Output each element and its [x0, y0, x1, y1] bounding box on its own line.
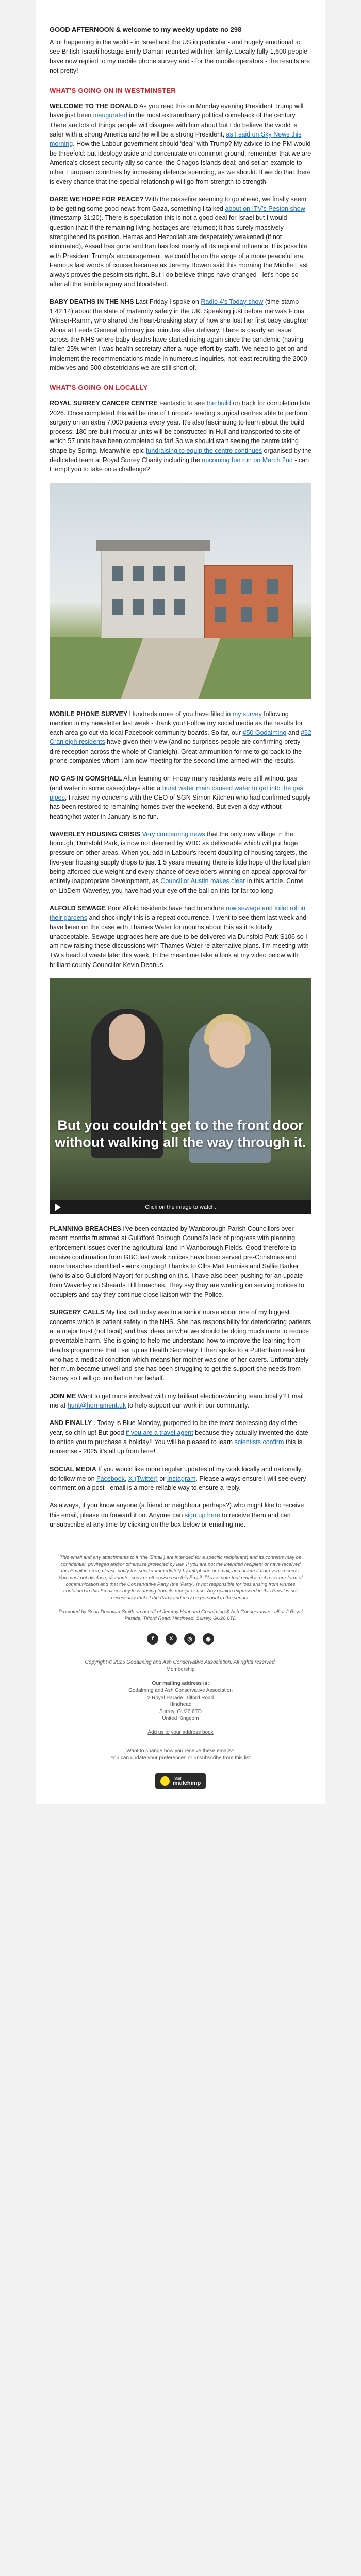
greeting: GOOD AFTERNOON & welcome to my weekly update no 298 [50, 26, 242, 33]
travel-agent-link[interactable]: if you are a travel agent [126, 1429, 193, 1436]
footer [36, 1545, 325, 1804]
waverley-title: WAVERLEY HOUSING CRISIS [50, 830, 140, 838]
mailing-address-title: Our mailing address is: [152, 1681, 209, 1687]
video-play-bar[interactable] [50, 1200, 311, 1214]
surgery-title: SURGERY CALLS [50, 1309, 105, 1316]
instagram-link[interactable]: Instagram [167, 1475, 196, 1482]
inaugurated-link[interactable]: inaugurated [93, 112, 127, 120]
raw-sewage-link[interactable]: raw sewage and toilet roll in their gardens [50, 904, 306, 922]
planning-title: PLANNING BREACHES [50, 1225, 121, 1232]
peace-title: DARE WE HOPE FOR PEACE? [50, 195, 143, 203]
intro-paragraph: A lot happening in the world - in Israel and the US in particular - and hugely emotional to see British-Israeli hostage Emily Damari reunited with her family. Locally fully 1,600 people have now replied to my mobile phone survey and - for the mobile operators - the results are not pretty! [50, 39, 310, 74]
social-icons [57, 1633, 304, 1645]
mobile-survey-title: MOBILE PHONE SURVEY [50, 710, 128, 718]
add-to-address-book-link[interactable]: Add us to your address book [147, 1730, 214, 1736]
forward-paragraph: As always, if you know anyone (a friend or neighbour perhaps?) who might like to receive this email, please do forward it on. Anyone can sign up here to receive them and can unsubscribe at any time by clicking on the box below or emailing me. [50, 1502, 304, 1529]
mailchimp-badge[interactable]: intuit mailchimp [155, 1773, 206, 1789]
play-icon[interactable] [55, 1203, 61, 1211]
promoted-by: Promoted by Sean Donovan-Smith on behalf of Jeremy Hunt and Godalming & Ash Conservatives, all at 2 Royal Parade, Tilford Road, Hindhead, Surrey, GU26 6TD [58, 1609, 303, 1622]
social-media-paragraph: SOCIAL MEDIA If you would like more regular updates of my work locally and nationally, do follow me on Facebook, X (Twitter) or Instagram. Please always ensure I will see every comment on a post - email is a more reliable way to ensure a reply. [50, 1465, 306, 1492]
godalming-results-link[interactable]: #50 Godalming [242, 729, 287, 737]
surgery-paragraph: SURGERY CALLS My first call today was to a senior nurse about one of my biggest concerns which is patient safety in the NHS. She has responsibility for deteriorating patients at a major trust (not local) and has ideas on what we should be doing much more to reduce preventable harm. She is going to help me understand how to improve the learning from deaths programme that I set up as Health Secretary. I then spoke to a Puttenham resident who has a medical condition which means her mother was one of her carers. Unfortunately her mum became unwell and she has been struggling to get the support she needs from Surrey so I will go into bat on her behalf. [50, 1309, 311, 1382]
join-title: JOIN ME [50, 1392, 76, 1400]
mailchimp-badge-wrap [57, 1773, 304, 1789]
website-icon[interactable]: ◉ [203, 1633, 214, 1645]
councillor-austin-link[interactable]: Councillor Austin makes clear [160, 877, 245, 885]
mailing-address: Godalming and Ash Conservative Association 2 Royal Parade, Tilford Road Hindhead Surrey, GU26 6TD United Kingdom Add us to your address book [128, 1688, 233, 1736]
peston-link[interactable]: about on ITV's Peston show [225, 205, 305, 213]
my-survey-link[interactable]: my survey [232, 710, 262, 718]
alfold-video-thumbnail[interactable] [50, 978, 311, 1214]
fun-run-link[interactable]: upcoming fun run on March 2nd [202, 456, 293, 464]
section-locally: WHAT'S GOING ON LOCALLY [50, 384, 148, 392]
video-caption: But you couldn't get to the front door without walking all the way through it. [55, 1117, 306, 1150]
surrey-cancer-paragraph: ROYAL SURREY CANCER CENTRE Fantastic to see the build on track for completion late 2026. Once completed this will be one of Europe's leading surgical centres able to perform surgery on an extra 7,000 patients every year. It's also fascinating to learn about the build process: 180 pre-built modular units will be constructed in Hull and transported to site of which 57 units have been completed so far! So we should start seeing the centre taking shape by Spring. Meanwhile epic fundraising to equip the centre continues organised by the dedicated team at Royal Surrey Charity including the upcoming fun run on March 2nd - can I tempt you to take on a challenge? [50, 400, 311, 473]
join-paragraph: JOIN ME Want to get more involved with my brilliant election-winning team locally? Email me at hunt@hornament.uk to help support our work in our community. [50, 1392, 304, 1410]
gomshall-paragraph: NO GAS IN GOMSHALL After learning on Friday many residents were still without gas (and water in some cases) days after a burst water main caused water to get into the gas pipes, I raised my concerns with the CEO of SGN Simon Kitchen who had confirmed supply has been restored to remaining homes over the weekend. But even a day without heating/hot water in January is no fun. [50, 775, 311, 820]
update-preferences-link[interactable]: update your preferences [130, 1755, 187, 1761]
disclaimer: This email and any attachments to it (the 'Email') are intended for a specific recipient(s) and its contents may be confidential, privileged and/or otherwise protected by law. If you are not the intended recipient or have received this Email in error, please notify the sender immediately by telephone or email, and delete it from your records. You must not disclose, distribute, copy or otherwise use this Email. Please note that email is not a secure form of communication and that the Conservative Party (the 'Party') is not responsible for loss arising from viruses contained in this Email nor any loss arising from its receipt or use. Any opinion expressed in this Email is not necessarily that of the Party and may be personal to the sender. [58, 1555, 303, 1601]
cranleigh-results-link[interactable]: #52 Cranleigh residents [50, 729, 311, 746]
donald-paragraph: WELCOME TO THE DONALD As you read this on Monday evening President Trump will have just been inaugurated in the most extraordinary political comeback of the century. There are lots of things people will disagree with him about but I do believe the world is safer with a strong America and he will be a strong President, as I said on Sky News this morning. How the Labour government should 'deal' with Trump? My advice to the PM would be threefold: put ideology aside and concentrate on common ground; remember that we are America's closest security ally so cancel the Chagos Islands deal; and set an example to other European countries by increasing defence spending, as we should. If we do that there is every chance that the special relationship will go from strength to strength [50, 103, 311, 185]
surrey-cancer-title: ROYAL SURREY CANCER CENTRE [50, 400, 158, 408]
planning-paragraph: PLANNING BREACHES I've been contacted by Wanborough Parish Councillors over recent months frustrated at Guildford Borough Council's lack of progress with planning enforcement issues over the agricultural land in Wanborough Fields. Good therefore to receive confirmation from GBC last week notices have been served pre-Christmas and more breaches identified - work ongoing! Thanks to Cllrs Matt Furniss and Sallie Barker (who is also Guildford Mayor) for pushing on this. I have also been pushing for an update from Waverley on Sheards Hill breaches. They say they are working on serving notices to occupiers and say they continue close liaison with the Police. [50, 1225, 304, 1299]
video-bar-label: Click on the image to watch. [145, 1204, 216, 1210]
fundraising-link[interactable]: fundraising to equip the centre continues [145, 447, 262, 454]
burst-water-main-link[interactable]: burst water main caused water to get into the gas pipes [50, 784, 303, 801]
finally-title: AND FINALLY [50, 1419, 92, 1427]
the-build-link[interactable]: the build [206, 400, 231, 408]
preferences-block: Want to change how you receive these emails? You can update your preferences or unsubscribe from this list [110, 1748, 251, 1761]
sign-up-link[interactable]: sign up here [184, 1511, 220, 1519]
email-content [36, 0, 325, 1529]
section-westminster: WHAT'S GOING ON IN WESTMINSTER [50, 87, 176, 95]
alfold-title: ALFOLD SEWAGE [50, 904, 106, 912]
alfold-paragraph: ALFOLD SEWAGE Poor Alfold residents have had to endure raw sewage and toilet roll in their gardens and shockingly this is a repeat occurrence. I went to see them last week and have been on the case with Thames Water for months about this as it is totally unacceptable. Sewage upgrades here are due to be delivered via Dunsfold Park S106 so I am now raising these discussions with Thames Water re alternative plans. I'm meeting with TW's head of waste later this week. In the meantime take a look at my video below with brilliant county Councillor Kevin Deanus [50, 904, 309, 969]
baby-deaths-paragraph: BABY DEATHS IN THE NHS Last Friday I spoke on Radio 4's Today show (time stamp 1:42:14) about the state of maternity safety in the UK. Speaking just before me was Fiona Winser-Ramm, who shared the heart-breaking story of how she lost her first baby daughter Alona at Leeds General Infirmary just minutes after delivery. There is clearly an issue across the NHS where baby deaths have started rising again since the pandemic (having fallen 25% when I was health secretary after a huge effort by staff). We need to get on and implement the recommendations made in numerous inquiries, not least recruiting the 2000 midwives and 500 obstetricians we are still short of. [50, 298, 309, 371]
gomshall-title: NO GAS IN GOMSHALL [50, 775, 122, 783]
social-media-title: SOCIAL MEDIA [50, 1465, 96, 1473]
email-body [36, 0, 325, 1804]
radio4-link[interactable]: Radio 4's Today show [201, 298, 264, 306]
finally-paragraph: AND FINALLY . Today is Blue Monday, purported to be the most depressing day of the year, so chin up! But good if you are a travel agent because they actually invented the date to entice you to purchase a holiday!! You will be pleased to learn scientists confirm this is nonsense - 2025 it's all up from here! [50, 1419, 308, 1455]
facebook-link[interactable]: Facebook [96, 1475, 125, 1482]
unsubscribe-link[interactable]: unsubscribe from this list [193, 1755, 251, 1761]
sky-news-link[interactable]: as I said on Sky News this morning [50, 131, 302, 148]
scientists-confirm-link[interactable]: scientists confirm [234, 1438, 284, 1446]
x-twitter-icon[interactable]: X [166, 1633, 177, 1645]
photo-building-main [101, 550, 205, 638]
facebook-icon[interactable]: f [147, 1633, 158, 1645]
cancer-centre-photo [50, 483, 311, 699]
twitter-link[interactable]: X (Twitter) [128, 1475, 158, 1482]
photo-building-side [204, 565, 293, 638]
email-link[interactable]: hunt@hornament.uk [67, 1402, 126, 1410]
instagram-icon[interactable]: ◎ [184, 1633, 195, 1645]
concerning-news-link[interactable]: Very concerning news [142, 830, 205, 838]
peace-paragraph: DARE WE HOPE FOR PEACE? With the ceasefire seeming to go ahead, we finally seem to be getting some good news from Gaza, something I talked about on ITV's Peston show (timestamp 31:20). There is speculation this is not a good deal for Israel but I would question that: if the remaining living hostages are returned; it has surely massively strengthened its position. Hamas and Hezbollah are desperately weakened (if not eliminated), Assad has gone and Iran has lost nearly all its regional influence. It is possible, with President Trump's encouragement, we could be on the verge of a more peaceful era. Famous last words of course because as Jeremy Bowen said this morning the Middle East always proves the pessimists right. But I do believe things have changed - let's hope so after all the terrible agony and bloodshed. [50, 195, 309, 288]
copyright: Copyright © 2025 Godalming and Ash Conservative Association, All rights reserved. Membership [85, 1659, 276, 1673]
donald-title: WELCOME TO THE DONALD [50, 103, 138, 110]
membership-label: Membership [166, 1667, 195, 1673]
waverley-paragraph: WAVERLEY HOUSING CRISIS Very concerning news that the only new village in the borough, Dunsfold Park, is now not deemed by WBC as deliverable which will put huge pressure on other areas. When you add in Labour's recent doubling of housing targets, the five-year housing supply drops to just 1.5 years meaning there is little hope of the local plan being afforded due weight and every chance of developers winning on appeal approval for entirely inappropriate development, as Councillor Austin makes clear in this article. Come on LibDem Waverley, you have had your eye off the ball on this for far too long - [50, 830, 310, 894]
baby-deaths-title: BABY DEATHS IN THE NHS [50, 298, 134, 306]
mobile-survey-paragraph: MOBILE PHONE SURVEY Hundreds more of you have filled in my survey following mention in my newsletter last week - thank you! Follow my social media as the results for each area go out via local Facebook community boards. So far, our #50 Godalming and #52 Cranleigh residents have given their view (and no surprises people are confirming pretty dire reception across the whole of Cranleigh). Great ammunition for me to go back to the phone companies whom I am now meeting for the second time armed with the results. [50, 710, 311, 765]
mailchimp-logo-icon [160, 1776, 170, 1786]
